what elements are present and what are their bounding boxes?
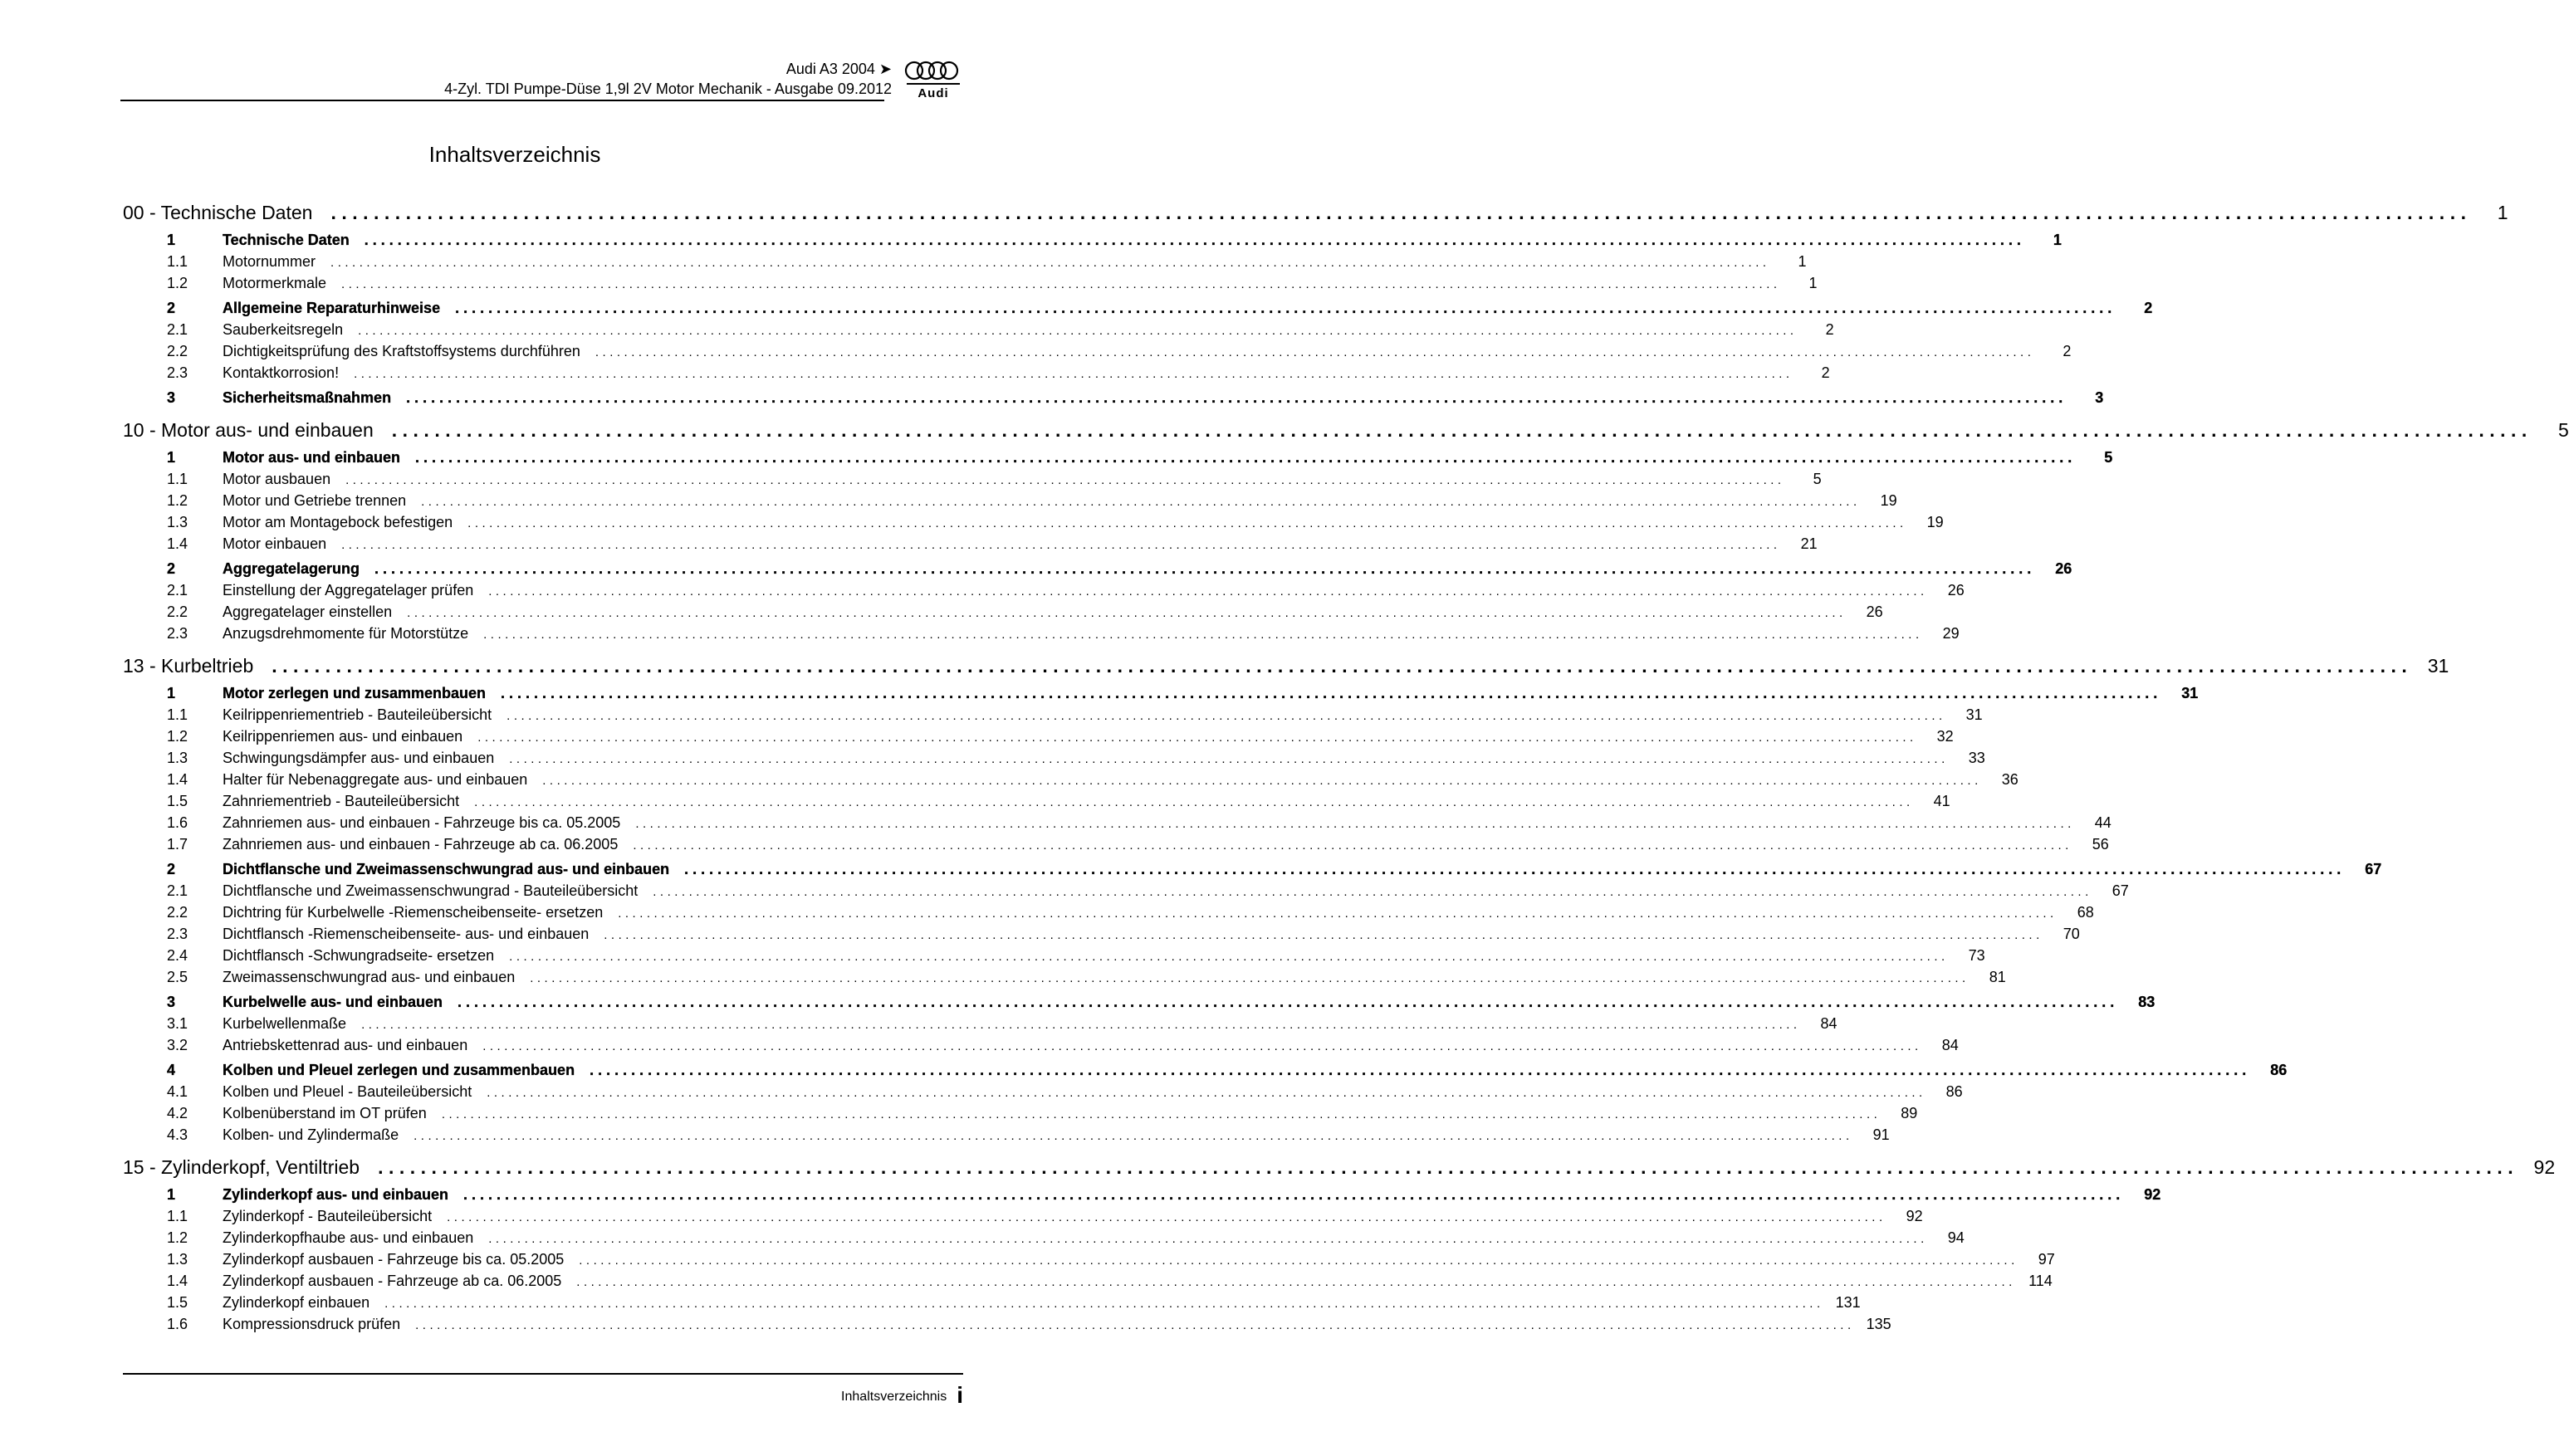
toc-entry-page: 56 — [2092, 836, 2109, 853]
toc-leader-dots: ........................................................................................................................................................................................................ — [458, 994, 2119, 1010]
toc-entry-number: 4.3 — [167, 1126, 188, 1143]
toc-entry-page: 114 — [2028, 1273, 2053, 1289]
toc-entry-number: 1 — [167, 232, 176, 248]
toc-leader-dots: ........................................................................................................................................................................................................ — [361, 1018, 1801, 1032]
toc-entry-page: 73 — [1968, 947, 1985, 964]
toc-entry-number: 2.1 — [167, 582, 188, 599]
toc-entry-page: 26 — [2055, 560, 2072, 577]
toc-entry-page: 94 — [1947, 1229, 1965, 1246]
toc-sub-entry[interactable] — [123, 790, 1950, 812]
toc-entry-title: Aggregatelager einstellen — [223, 603, 393, 620]
toc-entry-page: 21 — [1800, 535, 1818, 552]
toc-entry-number: 1 — [167, 449, 176, 466]
toc-sub-entry[interactable] — [123, 533, 1818, 555]
toc-chapter-entry[interactable] — [123, 1154, 2556, 1180]
toc-entry-title: Allgemeine Reparaturhinweise — [223, 300, 441, 316]
toc-entry-title: Motor und Getriebe trennen — [223, 492, 407, 509]
toc-leader-dots: ........................................................................................................................................................................................................ — [501, 685, 2162, 701]
toc-entry-page: 41 — [1933, 793, 1950, 809]
toc-leader-dots: ........................................................................................................................................................................................................ — [604, 928, 2043, 942]
toc-entry-number: 4 — [167, 1062, 176, 1078]
toc-entry-page: 5 — [2104, 449, 2113, 466]
toc-section-entry[interactable] — [123, 858, 2382, 880]
toc-leader-dots: ........................................................................................................................................................................................................ — [483, 628, 1923, 642]
toc-entry-number: 2.4 — [167, 947, 188, 964]
toc-leader-dots: ........................................................................................................................................................................................................ — [391, 419, 2532, 441]
toc-leader-dots: ........................................................................................................................................................................................................ — [542, 774, 1982, 788]
toc-entry-page: 29 — [1942, 625, 1960, 642]
toc-leader-dots: ........................................................................................................................................................................................................ — [633, 838, 2072, 853]
toc-entry-number: 2 — [167, 861, 176, 877]
toc-sub-entry[interactable] — [123, 945, 1985, 966]
toc-chapter-entry[interactable] — [123, 199, 2508, 226]
toc-entry-number: 1.4 — [167, 535, 188, 552]
toc-entry-number: 1 — [167, 685, 176, 701]
toc-entry-title: Zweimassenschwungrad aus- und einbauen — [223, 969, 516, 985]
toc-sub-entry[interactable] — [123, 923, 2080, 945]
toc-entry-title: Zylinderkopfhaube aus- und einbauen — [223, 1229, 474, 1246]
toc-entry-page: 2 — [2063, 343, 2072, 359]
toc-chapter-entry[interactable] — [123, 652, 2449, 679]
toc-entry-title: Zahnriemen aus- und einbauen - Fahrzeuge bis ca. 05.2005 — [223, 814, 621, 831]
toc-leader-dots: ........................................................................................................................................................................................................ — [467, 516, 1907, 530]
toc-leader-dots: ........................................................................................................................................................................................................ — [413, 1129, 1853, 1143]
toc-entry-title: Dichtigkeitsprüfung des Kraftstoffsystems durchführen — [223, 343, 580, 359]
toc-entry-title: 10 - Motor aus- und einbauen — [123, 419, 374, 441]
toc-sub-entry[interactable] — [123, 1102, 1918, 1124]
toc-entry-title: Motor einbauen — [223, 535, 327, 552]
toc-entry-number: 1.2 — [167, 492, 188, 509]
toc-leader-dots: ........................................................................................................................................................................................................ — [506, 709, 1946, 723]
toc-entry-number: 1.1 — [167, 1208, 188, 1224]
toc-leader-dots: ........................................................................................................................................................................................................ — [272, 655, 2413, 677]
page-title: Inhaltsverzeichnis — [428, 142, 601, 167]
toc-entry-title: Zylinderkopf aus- und einbauen — [223, 1186, 449, 1203]
toc-entry-page: 26 — [1947, 582, 1965, 599]
toc-sub-entry[interactable] — [123, 1227, 1965, 1248]
toc-entry-title: Motor zerlegen und zusammenbauen — [223, 685, 487, 701]
toc-entry-title: 13 - Kurbeltrieb — [123, 655, 254, 677]
toc-entry-page: 92 — [2144, 1186, 2161, 1203]
toc-entry-page: 84 — [1941, 1037, 1959, 1053]
toc-entry-number: 1.5 — [167, 793, 188, 809]
toc-section-entry[interactable] — [123, 1184, 2161, 1205]
toc-entry-title: Motormerkmale — [223, 275, 327, 291]
toc-entry-title: Halter für Nebenaggregate aus- und einbauen — [223, 771, 528, 788]
toc-entry-page: 68 — [2077, 904, 2094, 921]
toc-sub-entry[interactable] — [123, 747, 1985, 769]
toc-entry-page: 1 — [2497, 202, 2508, 223]
toc-entry-title: Keilrippenriementrieb - Bauteileübersicht — [223, 706, 492, 723]
toc-entry-page: 91 — [1872, 1126, 1890, 1143]
toc-entry-title: Zahnriemen aus- und einbauen - Fahrzeuge ab ca. 06.2005 — [223, 836, 619, 853]
toc-leader-dots: ........................................................................................................................................................................................................ — [354, 367, 1793, 381]
toc-entry-page: 83 — [2138, 994, 2156, 1010]
toc-leader-dots: ........................................................................................................................................................................................................ — [463, 1186, 2125, 1203]
toc-entry-page: 33 — [1968, 750, 1985, 766]
toc-entry-title: Kontaktkorrosion! — [223, 364, 340, 381]
toc-leader-dots: ........................................................................................................................................................................................................ — [488, 1232, 1928, 1246]
toc-entry-number: 1.4 — [167, 1273, 188, 1289]
toc-entry-number: 2.2 — [167, 904, 188, 921]
toc-entry-page: 1 — [1798, 253, 1807, 270]
toc-entry-title: Zahnriementrieb - Bauteileübersicht — [223, 793, 460, 809]
toc-leader-dots: ........................................................................................................................................................................................................ — [406, 389, 2067, 406]
audi-logo — [903, 60, 963, 100]
table-of-contents — [123, 199, 2569, 1335]
toc-entry-page: 89 — [1901, 1105, 1918, 1121]
toc-entry-title: Kompressionsdruck prüfen — [223, 1316, 401, 1332]
toc-entry-page: 26 — [1866, 603, 1883, 620]
toc-leader-dots: ........................................................................................................................................................................................................ — [421, 495, 1861, 509]
toc-entry-number: 1.6 — [167, 814, 188, 831]
toc-sub-entry[interactable] — [123, 812, 2111, 833]
footer-page-number: i — [957, 1382, 963, 1408]
toc-entry-title: Kurbelwelle aus- und einbauen — [223, 994, 443, 1010]
toc-entry-number: 1.1 — [167, 706, 188, 723]
toc-entry-number: 1.2 — [167, 1229, 188, 1246]
toc-section-entry[interactable] — [123, 387, 2104, 408]
toc-entry-number: 1.2 — [167, 275, 188, 291]
toc-leader-dots: ........................................................................................................................................................................................................ — [415, 1318, 1855, 1332]
toc-entry-number: 1.6 — [167, 1316, 188, 1332]
toc-sub-entry[interactable] — [123, 966, 2006, 988]
toc-section-entry[interactable] — [123, 447, 2113, 468]
toc-entry-number: 1.2 — [167, 728, 188, 745]
toc-entry-number: 1.1 — [167, 471, 188, 487]
toc-entry-page: 31 — [2181, 685, 2199, 701]
toc-leader-dots: ........................................................................................................................................................................................................ — [345, 473, 1785, 487]
toc-entry-number: 1 — [167, 1186, 176, 1203]
toc-leader-dots: ........................................................................................................................................................................................................ — [684, 861, 2346, 877]
header-rule — [120, 100, 884, 101]
toc-entry-title: Aggregatelagerung — [223, 560, 360, 577]
toc-leader-dots: ........................................................................................................................................................................................................ — [530, 971, 1970, 985]
toc-entry-page: 92 — [2533, 1156, 2556, 1178]
toc-leader-dots: ........................................................................................................................................................................................................ — [364, 232, 2025, 248]
toc-entry-page: 5 — [1813, 471, 1822, 487]
toc-sub-entry[interactable] — [123, 623, 1960, 644]
toc-entry-page: 2 — [1825, 321, 1834, 338]
toc-entry-page: 31 — [1965, 706, 1983, 723]
toc-entry-page: 5 — [2558, 419, 2569, 441]
toc-sub-entry[interactable] — [123, 833, 2109, 855]
toc-entry-page: 1 — [2053, 232, 2062, 248]
toc-entry-page: 135 — [1866, 1316, 1891, 1332]
toc-leader-dots: ........................................................................................................................................................................................................ — [635, 817, 2075, 831]
toc-sub-entry[interactable] — [123, 468, 1822, 490]
toc-leader-dots: ........................................................................................................................................................................................................ — [488, 584, 1928, 599]
toc-entry-title: Motor ausbauen — [223, 471, 331, 487]
toc-entry-title: Kolben und Pleuel - Bauteileübersicht — [223, 1083, 472, 1100]
toc-entry-number: 2 — [167, 560, 176, 577]
toc-leader-dots: ........................................................................................................................................................................................................ — [595, 345, 2035, 359]
toc-leader-dots: ........................................................................................................................................................................................................ — [590, 1062, 2251, 1078]
toc-entry-number: 4.1 — [167, 1083, 188, 1100]
toc-sub-entry[interactable] — [123, 272, 1818, 294]
audi-logo-text: Audi — [918, 86, 949, 100]
page-footer — [841, 1383, 963, 1410]
toc-entry-title: Einstellung der Aggregatelager prüfen — [223, 582, 474, 599]
toc-leader-dots: ........................................................................................................................................................................................................ — [482, 1039, 1922, 1053]
toc-entry-title: Antriebskettenrad aus- und einbauen — [223, 1037, 468, 1053]
toc-sub-entry[interactable] — [123, 769, 2019, 790]
toc-entry-title: Dichtflansche und Zweimassenschwungrad - Bauteileübersicht — [223, 882, 639, 899]
toc-entry-number: 2.2 — [167, 603, 188, 620]
toc-entry-page: 1 — [1808, 275, 1818, 291]
toc-leader-dots: ........................................................................................................................................................................................................ — [487, 1086, 1926, 1100]
toc-sub-entry[interactable] — [123, 726, 1954, 747]
toc-entry-page: 2 — [2144, 300, 2153, 316]
toc-entry-page: 31 — [2427, 655, 2449, 677]
toc-entry-number: 3 — [167, 994, 176, 1010]
toc-leader-dots: ........................................................................................................................................................................................................ — [653, 885, 2092, 899]
toc-entry-number: 2.2 — [167, 343, 188, 359]
toc-entry-number: 2.5 — [167, 969, 188, 985]
toc-entry-title: Zylinderkopf ausbauen - Fahrzeuge bis ca. 05.2005 — [223, 1251, 565, 1268]
toc-leader-dots: ........................................................................................................................................................................................................ — [358, 324, 1798, 338]
toc-sub-entry[interactable] — [123, 704, 1983, 726]
toc-entry-page: 97 — [2038, 1251, 2055, 1268]
toc-entry-page: 84 — [1820, 1015, 1837, 1032]
toc-entry-title: Schwingungsdämpfer aus- und einbauen — [223, 750, 495, 766]
toc-entry-page: 70 — [2063, 926, 2080, 942]
toc-entry-page: 19 — [1926, 514, 1944, 530]
toc-entry-number: 2.1 — [167, 882, 188, 899]
toc-leader-dots: ........................................................................................................................................................................................................ — [509, 950, 1949, 964]
header-subtitle: 4-Zyl. TDI Pumpe-Düse 1,9l 2V Motor Mechanik - Ausgabe 09.2012 — [444, 81, 892, 97]
toc-entry-page: 86 — [2270, 1062, 2288, 1078]
toc-leader-dots: ........................................................................................................................................................................................................ — [374, 560, 2036, 577]
toc-entry-title: Motornummer — [223, 253, 316, 270]
toc-entry-title: 15 - Zylinderkopf, Ventiltrieb — [123, 1156, 360, 1178]
toc-leader-dots: ........................................................................................................................................................................................................ — [415, 449, 2077, 466]
toc-leader-dots: ........................................................................................................................................................................................................ — [455, 300, 2116, 316]
toc-entry-page: 36 — [2001, 771, 2019, 788]
toc-entry-page: 86 — [1945, 1083, 1963, 1100]
toc-entry-page: 19 — [1880, 492, 1897, 509]
toc-leader-dots: ........................................................................................................................................................................................................ — [576, 1275, 2016, 1289]
toc-leader-dots: ........................................................................................................................................................................................................ — [579, 1253, 2019, 1268]
toc-entry-number: 1.7 — [167, 836, 188, 853]
toc-entry-title: Keilrippenriemen aus- und einbauen — [223, 728, 463, 745]
toc-sub-entry[interactable] — [123, 579, 1965, 601]
toc-entry-page: 131 — [1835, 1294, 1861, 1311]
toc-leader-dots: ........................................................................................................................................................................................................ — [384, 1297, 1824, 1311]
toc-leader-dots: ........................................................................................................................................................................................................ — [330, 256, 1770, 270]
toc-entry-page: 67 — [2111, 882, 2129, 899]
toc-sub-entry[interactable] — [123, 1292, 1861, 1313]
toc-entry-title: Kolbenüberstand im OT prüfen — [223, 1105, 427, 1121]
toc-leader-dots: ........................................................................................................................................................................................................ — [509, 752, 1949, 766]
toc-entry-title: Kolben und Pleuel zerlegen und zusammenbauen — [223, 1062, 575, 1078]
toc-entry-page: 81 — [1989, 969, 2006, 985]
toc-entry-number: 3.2 — [167, 1037, 188, 1053]
toc-leader-dots: ........................................................................................................................................................................................................ — [341, 538, 1781, 552]
toc-chapter-entry[interactable] — [123, 417, 2569, 443]
toc-entry-title: Dichtring für Kurbelwelle -Riemenscheibenseite- ersetzen — [223, 904, 604, 921]
toc-entry-number: 2.3 — [167, 926, 188, 942]
toc-entry-title: Dichtflansch -Riemenscheibenseite- aus- und einbauen — [223, 926, 590, 942]
toc-entry-title: Sauberkeitsregeln — [223, 321, 344, 338]
toc-entry-title: Motor am Montagebock befestigen — [223, 514, 453, 530]
toc-sub-entry[interactable] — [123, 601, 1883, 623]
toc-sub-entry[interactable] — [123, 490, 1897, 511]
toc-sub-entry[interactable] — [123, 1270, 2053, 1292]
toc-section-entry[interactable] — [123, 558, 2072, 579]
toc-entry-number: 1.3 — [167, 514, 188, 530]
toc-entry-title: Zylinderkopf ausbauen - Fahrzeuge ab ca. 06.2005 — [223, 1273, 562, 1289]
toc-leader-dots: ........................................................................................................................................................................................................ — [407, 606, 1847, 620]
toc-leader-dots: ........................................................................................................................................................................................................ — [330, 202, 2472, 223]
toc-section-entry[interactable] — [123, 297, 2153, 319]
toc-entry-title: Zylinderkopf einbauen — [223, 1294, 370, 1311]
toc-sub-entry[interactable] — [123, 1205, 1923, 1227]
toc-section-entry[interactable] — [123, 991, 2156, 1013]
toc-entry-page: 2 — [1821, 364, 1830, 381]
toc-entry-page: 67 — [2365, 861, 2382, 877]
toc-leader-dots: ........................................................................................................................................................................................................ — [441, 1107, 1881, 1121]
toc-section-entry[interactable] — [123, 229, 2062, 251]
toc-entry-number: 4.2 — [167, 1105, 188, 1121]
toc-entry-number: 1.4 — [167, 771, 188, 788]
toc-entry-title: Sicherheitsmaßnahmen — [223, 389, 392, 406]
toc-leader-dots: ........................................................................................................................................................................................................ — [474, 795, 1914, 809]
toc-entry-number: 2 — [167, 300, 176, 316]
toc-entry-title: 00 - Technische Daten — [123, 202, 313, 223]
toc-entry-number: 3.1 — [167, 1015, 188, 1032]
toc-leader-dots: ........................................................................................................................................................................................................ — [341, 277, 1781, 291]
toc-entry-number: 2.3 — [167, 625, 188, 642]
toc-entry-number: 2.1 — [167, 321, 188, 338]
toc-entry-page: 92 — [1906, 1208, 1923, 1224]
toc-entry-number: 1.5 — [167, 1294, 188, 1311]
toc-sub-entry[interactable] — [123, 251, 1807, 272]
toc-sub-entry[interactable] — [123, 511, 1944, 533]
toc-entry-title: Anzugsdrehmomente für Motorstütze — [223, 625, 469, 642]
toc-sub-entry[interactable] — [123, 1248, 2055, 1270]
toc-entry-title: Motor aus- und einbauen — [223, 449, 400, 466]
toc-sub-entry[interactable] — [123, 319, 1834, 340]
footer-label: Inhaltsverzeichnis — [841, 1390, 947, 1404]
toc-sub-entry[interactable] — [123, 340, 2072, 362]
toc-sub-entry[interactable] — [123, 362, 1830, 384]
toc-leader-dots: ........................................................................................................................................................................................................ — [378, 1156, 2519, 1178]
toc-leader-dots: ........................................................................................................................................................................................................ — [477, 730, 1917, 745]
toc-entry-page: 32 — [1936, 728, 1954, 745]
toc-entry-title: Dichtflansch -Schwungradseite- ersetzen — [223, 947, 495, 964]
header-model: Audi A3 2004 ➤ — [785, 61, 892, 77]
toc-entry-page: 44 — [2094, 814, 2111, 831]
toc-entry-title: Kurbelwellenmaße — [223, 1015, 347, 1032]
toc-sub-entry[interactable] — [123, 1081, 1963, 1102]
toc-entry-number: 1.1 — [167, 253, 188, 270]
toc-entry-number: 3 — [167, 389, 176, 406]
toc-sub-entry[interactable] — [123, 1034, 1959, 1056]
toc-section-entry[interactable] — [123, 682, 2199, 704]
toc-entry-number: 1.3 — [167, 1251, 188, 1268]
toc-sub-entry[interactable] — [123, 880, 2129, 901]
toc-sub-entry[interactable] — [123, 1313, 1891, 1335]
toc-entry-title: Technische Daten — [223, 232, 350, 248]
toc-sub-entry[interactable] — [123, 1013, 1837, 1034]
toc-entry-title: Zylinderkopf - Bauteileübersicht — [223, 1208, 433, 1224]
toc-entry-page: 3 — [2095, 389, 2104, 406]
toc-entry-number: 1.3 — [167, 750, 188, 766]
toc-leader-dots: ........................................................................................................................................................................................................ — [618, 906, 2058, 921]
toc-section-entry[interactable] — [123, 1059, 2288, 1081]
toc-sub-entry[interactable] — [123, 1124, 1890, 1146]
toc-entry-title: Dichtflansche und Zweimassenschwungrad aus- und einbauen — [223, 861, 670, 877]
toc-entry-title: Kolben- und Zylindermaße — [223, 1126, 399, 1143]
page-header — [120, 58, 963, 101]
toc-sub-entry[interactable] — [123, 901, 2094, 923]
footer-rule — [123, 1373, 963, 1375]
toc-entry-number: 2.3 — [167, 364, 188, 381]
toc-leader-dots: ........................................................................................................................................................................................................ — [447, 1210, 1886, 1224]
